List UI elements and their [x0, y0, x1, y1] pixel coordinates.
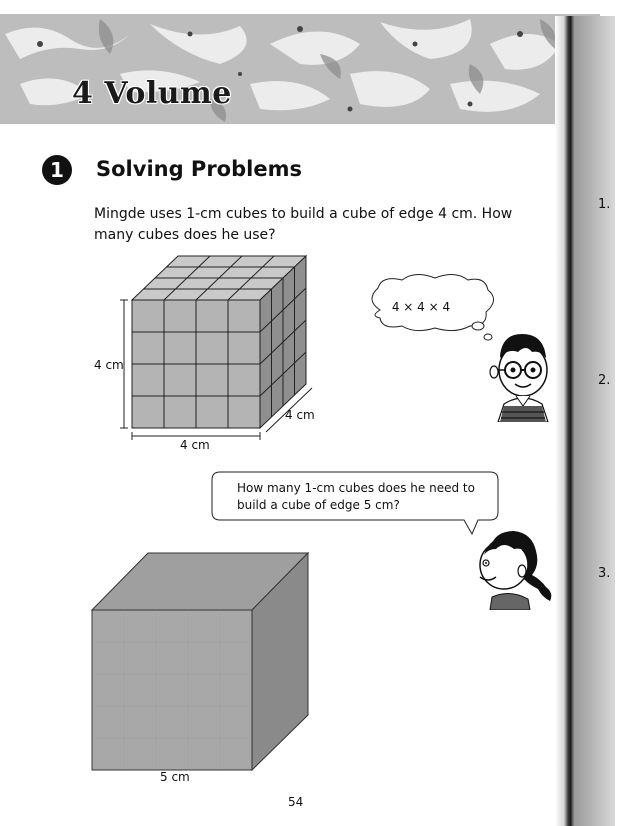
section-number-badge: 1	[42, 155, 72, 185]
girl-illustration	[470, 525, 560, 610]
cube1-height-label: 4 cm	[94, 358, 124, 372]
cube-grid-lines	[120, 256, 312, 440]
cube1-width-label: 4 cm	[180, 438, 210, 452]
problem-text: Mingde uses 1-cm cubes to build a cube of edge 4 cm. How many cubes does he use?	[94, 206, 513, 243]
page-number: 54	[288, 795, 304, 809]
cube-5cm-diagram	[80, 545, 320, 775]
cube-4cm-diagram	[110, 250, 320, 455]
side-number-3: 3.	[598, 566, 611, 581]
side-number-2: 2.	[598, 373, 611, 388]
cube1-depth-label: 4 cm	[285, 408, 315, 422]
cube2-width-label: 5 cm	[160, 770, 190, 784]
speech-bubble-text: How many 1-cm cubes does he need to build a cube of edge 5 cm?	[237, 481, 475, 512]
side-number-1: 1.	[598, 197, 611, 212]
thought-bubble-text: 4 × 4 × 4	[391, 300, 451, 314]
section-title: Solving Problems	[96, 157, 302, 181]
page-binding-shadow	[555, 16, 615, 826]
chapter-title: 4 Volume	[72, 76, 232, 111]
boy-with-glasses-illustration	[482, 326, 560, 422]
